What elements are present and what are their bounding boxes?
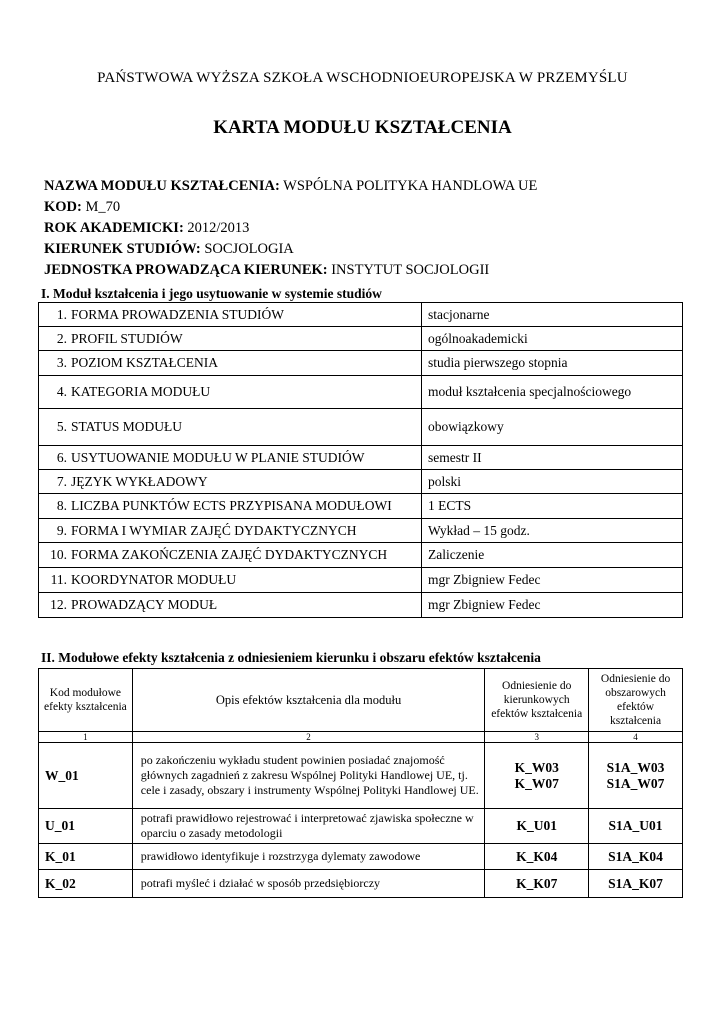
area-reference: S1A_W03 S1A_W07 — [589, 743, 683, 809]
table-row — [39, 519, 683, 543]
meta-value: SOCJOLOGIA — [204, 241, 294, 257]
column-number: 1 — [39, 732, 133, 743]
outcome-description: po zakończeniu wykładu student powinien posiadać znajomość głównych zagadnień z zakresu Wspólnej Polityki Handlowej UE, tj. cele i zasady, obszary i instrumenty Wspólnej Polityki Handlowej UE. — [132, 743, 484, 809]
table-row — [39, 409, 683, 446]
field-reference: K_K07 — [485, 870, 589, 898]
area-reference: S1A_K07 — [589, 870, 683, 898]
row-number: 8. — [56, 498, 67, 513]
row-label: PROWADZĄCY MODUŁ — [71, 597, 218, 612]
outcome-description: potrafi myśleć i działać w sposób przedsiębiorczy — [132, 870, 484, 898]
document-title: KARTA MODUŁU KSZTAŁCENIA — [213, 117, 512, 138]
row-number: 2. — [56, 330, 67, 346]
column-number: 4 — [589, 732, 683, 743]
info-value-cell: studia pierwszego stopnia — [422, 351, 683, 376]
field-reference: K_U01 — [485, 809, 589, 844]
info-value-cell: semestr II — [422, 446, 683, 470]
table-row — [39, 568, 683, 593]
row-label: USYTUOWANIE MODUŁU W PLANIE STUDIÓW — [71, 449, 365, 465]
table-row — [39, 809, 683, 844]
info-value-cell: mgr Zbigniew Fedec — [422, 568, 683, 593]
outcome-code: U_01 — [39, 809, 133, 844]
info-label-cell — [39, 494, 422, 519]
table-row — [39, 743, 683, 809]
module-meta — [44, 176, 684, 281]
row-label: FORMA I WYMIAR ZAJĘĆ DYDAKTYCZNYCH — [71, 522, 357, 538]
table-row — [39, 351, 683, 376]
row-label: KOORDYNATOR MODUŁU — [71, 572, 237, 587]
info-value-cell: polski — [422, 470, 683, 494]
learning-outcomes-table — [38, 668, 683, 898]
column-number: 3 — [485, 732, 589, 743]
outcome-code: K_01 — [39, 844, 133, 870]
header-area-reference: Odniesienie do obszarowych efektów kształcenia — [589, 669, 683, 732]
meta-row-year — [44, 218, 684, 239]
info-value-cell: mgr Zbigniew Fedec — [422, 593, 683, 618]
meta-label: KIERUNEK STUDIÓW: — [44, 241, 201, 257]
area-reference: S1A_K04 — [589, 844, 683, 870]
section2-heading: II. Modułowe efekty kształcenia z odniesieniem kierunku i obszaru efektów kształcenia — [41, 650, 541, 665]
row-number: 1. — [56, 306, 67, 322]
info-label-cell — [39, 446, 422, 470]
info-value-cell: obowiązkowy — [422, 409, 683, 446]
header-code: Kod modułowe efekty kształcenia — [39, 669, 133, 732]
field-reference: K_K04 — [485, 844, 589, 870]
table-row — [39, 446, 683, 470]
row-label: FORMA PROWADZENIA STUDIÓW — [71, 306, 285, 322]
meta-value: WSPÓLNA POLITYKA HANDLOWA UE — [283, 178, 538, 194]
table-row — [39, 327, 683, 351]
table-row — [39, 870, 683, 898]
meta-value: 2012/2013 — [187, 220, 250, 236]
info-label-cell — [39, 376, 422, 409]
info-label-cell — [39, 519, 422, 543]
meta-row-name — [44, 176, 684, 197]
row-label: PROFIL STUDIÓW — [71, 330, 183, 346]
meta-label: ROK AKADEMICKI: — [44, 220, 184, 236]
column-number: 2 — [132, 732, 484, 743]
info-label-cell — [39, 593, 422, 618]
table-row — [39, 494, 683, 519]
row-number: 3. — [56, 355, 67, 370]
row-label: STATUS MODUŁU — [71, 419, 183, 434]
meta-label: NAZWA MODUŁU KSZTAŁCENIA: — [44, 178, 280, 194]
row-number: 4. — [56, 384, 67, 399]
meta-label: JEDNOSTKA PROWADZĄCA KIERUNEK: — [44, 262, 328, 278]
school-name: PAŃSTWOWA WYŻSZA SZKOŁA WSCHODNIOEUROPEJSKA W PRZEMYŚLU — [97, 70, 628, 86]
meta-value: M_70 — [85, 199, 121, 215]
row-label: JĘZYK WYKŁADOWY — [71, 473, 208, 489]
info-label-cell — [39, 303, 422, 327]
row-number: 9. — [56, 522, 67, 538]
row-number: 6. — [56, 449, 67, 465]
info-label-cell — [39, 568, 422, 593]
outcome-code: W_01 — [39, 743, 133, 809]
meta-label: KOD: — [44, 199, 82, 215]
table-row — [39, 470, 683, 494]
column-number-row — [39, 732, 683, 743]
row-number: 10. — [50, 547, 67, 562]
info-label-cell — [39, 409, 422, 446]
info-label-cell — [39, 327, 422, 351]
module-info-table — [38, 302, 683, 618]
row-number: 11. — [50, 572, 67, 587]
field-reference: K_W03 K_W07 — [485, 743, 589, 809]
outcome-code: K_02 — [39, 870, 133, 898]
info-label-cell — [39, 470, 422, 494]
meta-row-unit — [44, 260, 684, 281]
table-header-row — [39, 669, 683, 732]
row-label: KATEGORIA MODUŁU — [71, 384, 211, 399]
info-value-cell: ogólnoakademicki — [422, 327, 683, 351]
info-value-cell: 1 ECTS — [422, 494, 683, 519]
table-row — [39, 593, 683, 618]
outcome-description: prawidłowo identyfikuje i rozstrzyga dylematy zawodowe — [132, 844, 484, 870]
area-reference: S1A_U01 — [589, 809, 683, 844]
meta-value: INSTYTUT SOCJOLOGII — [331, 262, 490, 278]
meta-row-code — [44, 197, 684, 218]
table-row — [39, 376, 683, 409]
table-row — [39, 844, 683, 870]
info-label-cell — [39, 351, 422, 376]
info-value-cell: Zaliczenie — [422, 543, 683, 568]
row-number: 5. — [56, 419, 67, 434]
header-description: Opis efektów kształcenia dla modułu — [132, 669, 484, 732]
row-label: LICZBA PUNKTÓW ECTS PRZYPISANA MODUŁOWI — [71, 498, 392, 513]
table-row — [39, 303, 683, 327]
table-row — [39, 543, 683, 568]
row-number: 12. — [50, 597, 67, 612]
row-label: FORMA ZAKOŃCZENIA ZAJĘĆ DYDAKTYCZNYCH — [71, 547, 388, 562]
info-value-cell: Wykład – 15 godz. — [422, 519, 683, 543]
outcome-description: potrafi prawidłowo rejestrować i interpretować zjawiska społeczne w oparciu o zasady metodologii — [132, 809, 484, 844]
row-label: POZIOM KSZTAŁCENIA — [71, 355, 219, 370]
row-number: 7. — [56, 473, 67, 489]
info-label-cell — [39, 543, 422, 568]
meta-row-field — [44, 239, 684, 260]
info-value-cell: moduł kształcenia specjalnościowego — [422, 376, 683, 409]
info-value-cell: stacjonarne — [422, 303, 683, 327]
header-field-reference: Odniesienie do kierunkowych efektów kształcenia — [485, 669, 589, 732]
section1-heading: I. Moduł kształcenia i jego usytuowanie w systemie studiów — [41, 286, 382, 301]
